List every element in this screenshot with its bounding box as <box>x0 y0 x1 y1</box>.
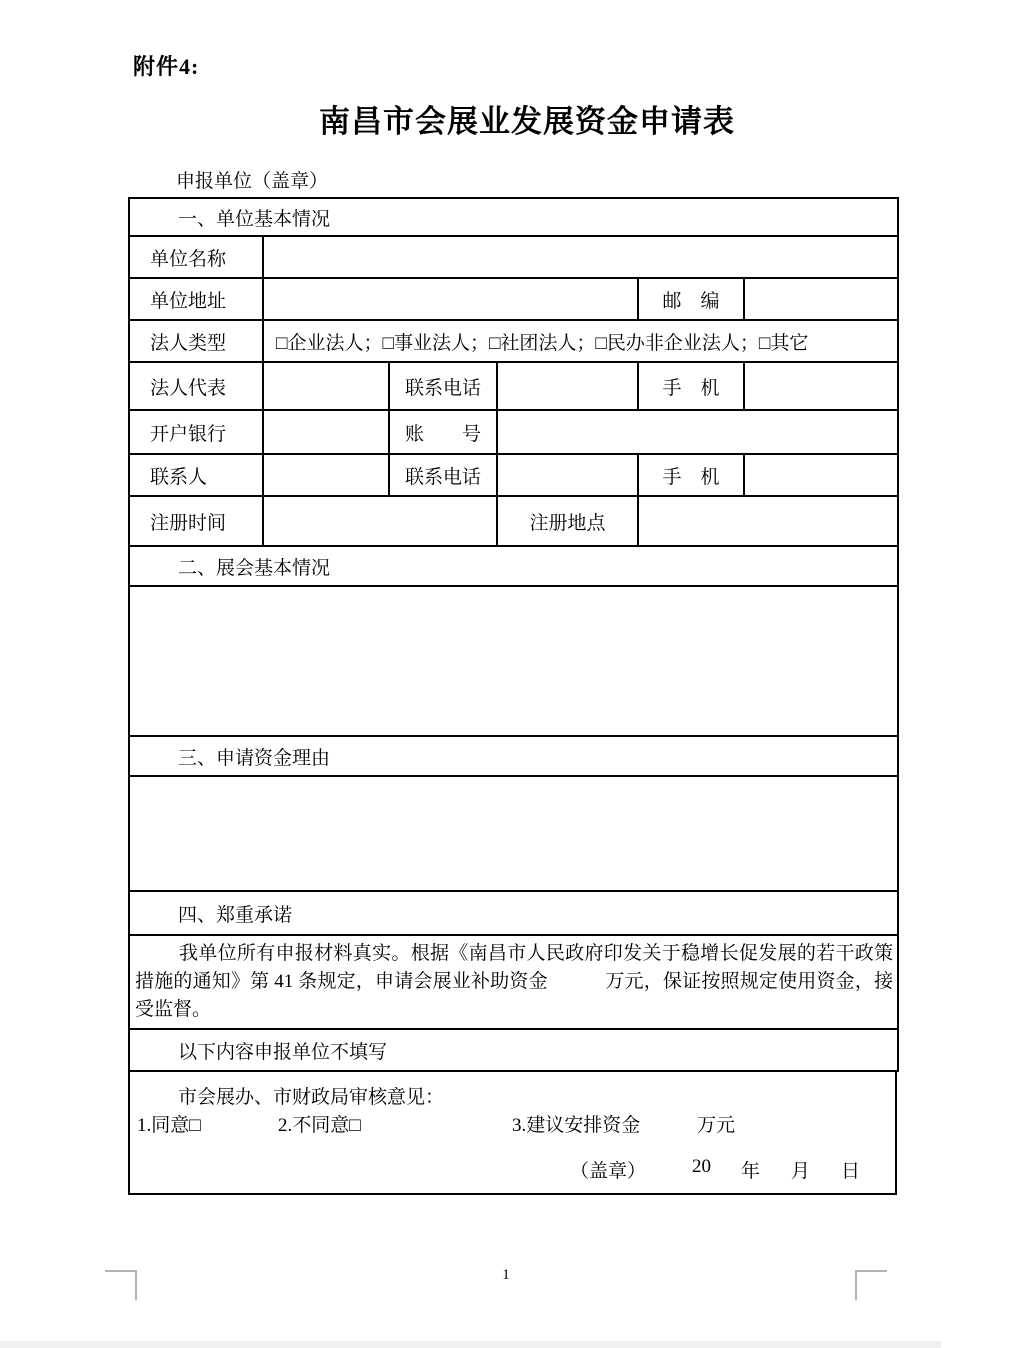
reg-place-label: 注册地点 <box>497 496 638 546</box>
section4-header-row <box>129 891 898 935</box>
field-mobile2[interactable] <box>744 454 898 496</box>
attachment-label: 附件4: <box>133 54 200 79</box>
reg-time-label: 注册时间 <box>129 496 263 546</box>
unit-name-row <box>129 236 898 278</box>
review-year-prefix: 20 <box>692 1156 711 1177</box>
contact-label: 联系人 <box>129 454 263 496</box>
review-title: 市会展办、市财政局审核意见： <box>178 1087 445 1108</box>
review-day-label: 日 <box>841 1161 861 1182</box>
field-exhibition-info[interactable] <box>129 586 898 736</box>
mobile2-label: 手 机 <box>638 454 744 496</box>
field-unit-name[interactable] <box>263 236 898 278</box>
page-margin-mark-right <box>855 1270 887 1300</box>
review-opinion-box <box>128 1070 897 1195</box>
field-reg-time[interactable] <box>263 496 497 546</box>
notice-text: 以下内容申报单位不填写 <box>129 1029 898 1071</box>
unit-name-label: 单位名称 <box>129 236 263 278</box>
commitment-row <box>129 935 898 1029</box>
field-bank[interactable] <box>263 410 389 454</box>
section4-header: 四、郑重承诺 <box>129 891 898 935</box>
review-option-agree[interactable]: 1.同意□ <box>137 1115 201 1136</box>
field-legal-rep[interactable] <box>263 362 389 410</box>
unit-address-row <box>129 278 898 320</box>
field-mobile[interactable] <box>744 362 898 410</box>
commitment-paragraph: 我单位所有申报材料真实。根据《南昌市人民政府印发关于稳增长促发展的若干政策措施的通知》第 41 条规定，申请会展业补助资金 万元，保证按照规定使用资金，接受监督。 <box>135 943 894 1020</box>
applicant-seal-label: 申报单位（盖章） <box>176 171 329 192</box>
section2-header-row <box>129 546 898 586</box>
section3-content-row <box>129 776 898 891</box>
legal-type-options[interactable]: □企业法人；□事业法人；□社团法人；□民办非企业法人；□其它 <box>263 320 898 362</box>
commitment-text <box>129 935 898 1029</box>
bank-row <box>129 410 898 454</box>
section3-header-row <box>129 736 898 776</box>
section2-content-row <box>129 586 898 736</box>
notice-row <box>129 1029 898 1071</box>
field-contact-phone[interactable] <box>497 362 638 410</box>
section2-header: 二、展会基本情况 <box>129 546 898 586</box>
review-year-label: 年 <box>741 1161 761 1182</box>
field-postal-code[interactable] <box>744 278 898 320</box>
section3-header: 三、申请资金理由 <box>129 736 898 776</box>
field-unit-address[interactable] <box>263 278 638 320</box>
field-account[interactable] <box>497 410 898 454</box>
legal-type-row <box>129 320 898 362</box>
review-amount-unit: 万元 <box>697 1115 736 1136</box>
bank-label: 开户银行 <box>129 410 263 454</box>
application-form-table <box>128 197 899 1072</box>
unit-address-label: 单位地址 <box>129 278 263 320</box>
review-option-suggest-amount: 3.建议安排资金 <box>512 1115 641 1136</box>
page-title: 南昌市会展业发展资金申请表 <box>319 104 735 139</box>
window-bottom-edge <box>0 1341 941 1348</box>
account-label: 账 号 <box>389 410 497 454</box>
mobile-label: 手 机 <box>638 362 744 410</box>
legal-rep-label: 法人代表 <box>129 362 263 410</box>
field-funding-reason[interactable] <box>129 776 898 891</box>
review-month-label: 月 <box>791 1161 811 1182</box>
postal-code-label: 邮 编 <box>638 278 744 320</box>
registration-row <box>129 496 898 546</box>
section1-header-row <box>129 198 898 236</box>
legal-rep-row <box>129 362 898 410</box>
field-reg-place[interactable] <box>638 496 898 546</box>
section1-header: 一、单位基本情况 <box>129 198 898 236</box>
field-contact-phone2[interactable] <box>497 454 638 496</box>
contact-phone-label: 联系电话 <box>389 362 497 410</box>
contact-row <box>129 454 898 496</box>
field-contact[interactable] <box>263 454 389 496</box>
page-number: 1 <box>502 1267 510 1283</box>
review-stamp-label: （盖章） <box>570 1161 647 1182</box>
review-option-disagree[interactable]: 2.不同意□ <box>278 1115 361 1136</box>
legal-type-label: 法人类型 <box>129 320 263 362</box>
contact-phone2-label: 联系电话 <box>389 454 497 496</box>
page-margin-mark-left <box>105 1270 137 1300</box>
